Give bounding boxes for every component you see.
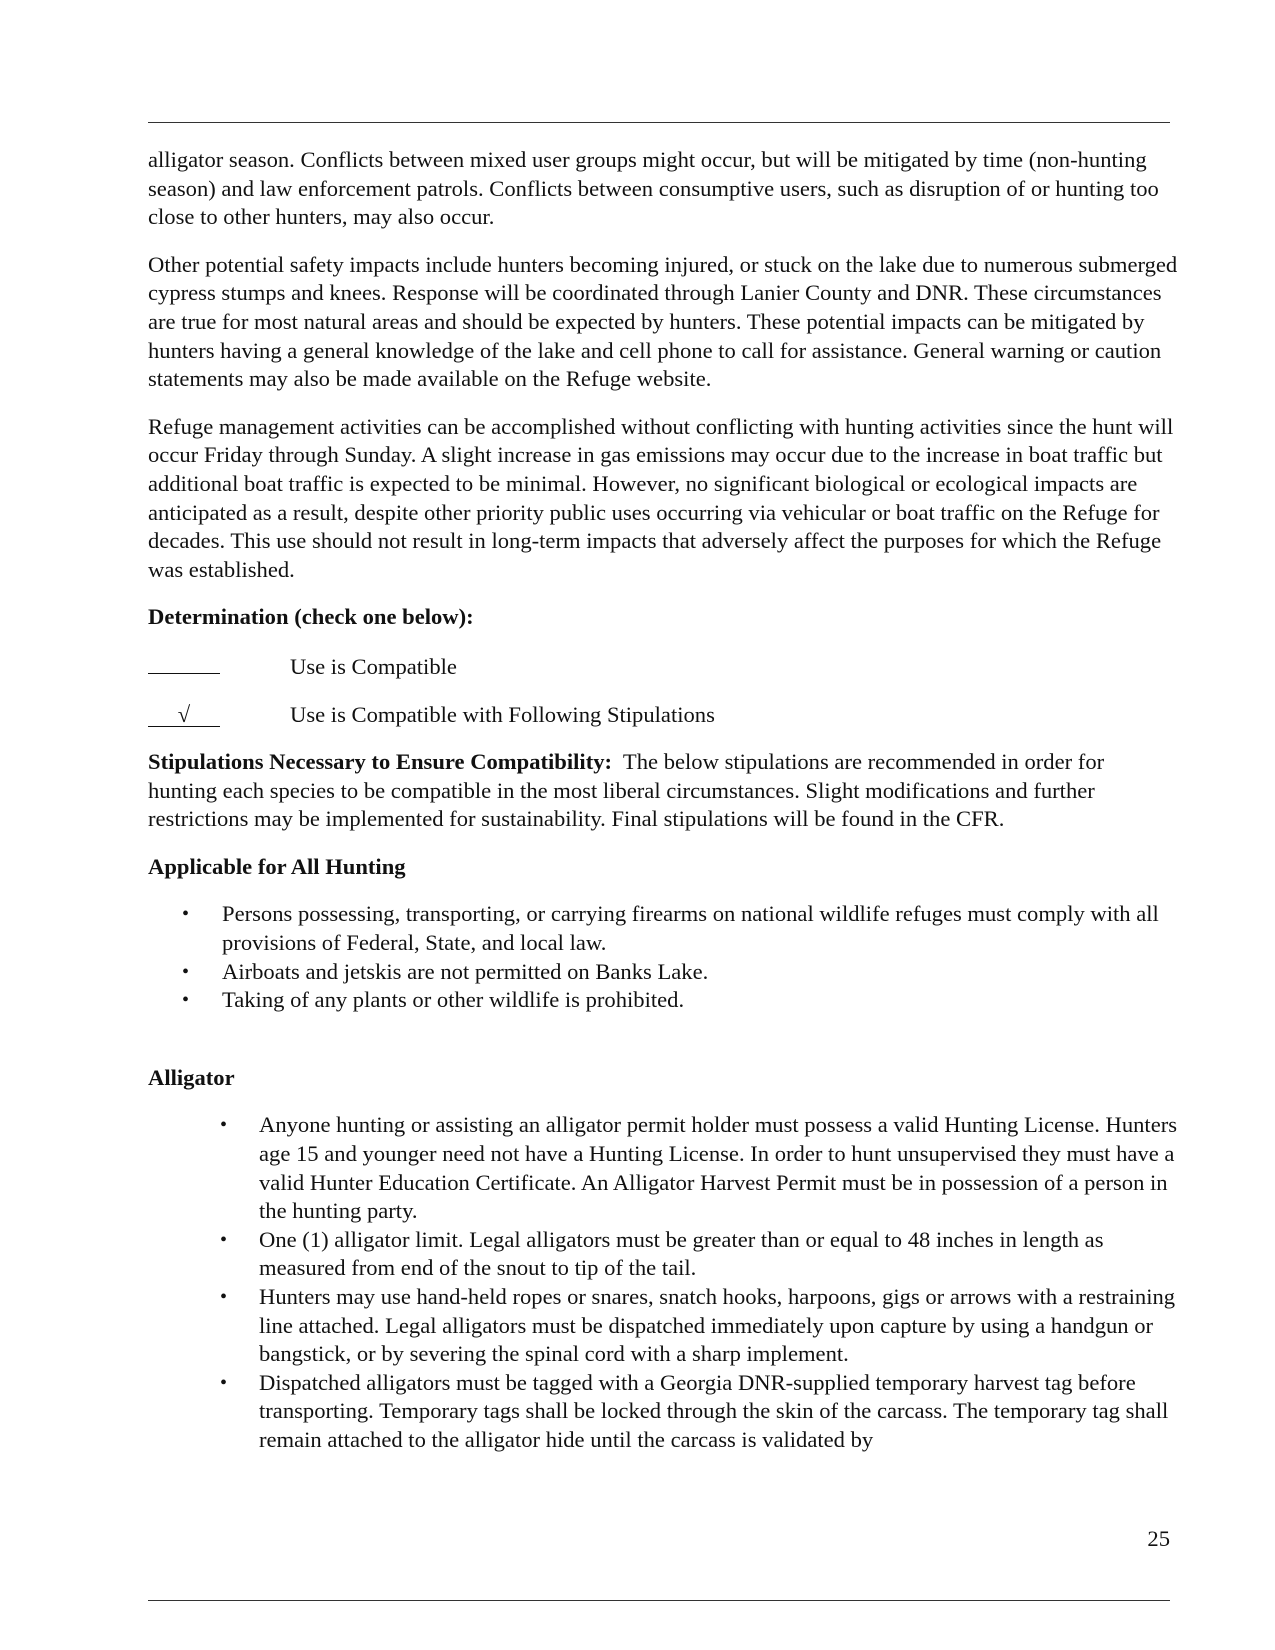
bullet-icon: • — [182, 903, 190, 926]
paragraph-conflicts: alligator season. Conflicts between mixed user groups might occur, but will be mitigated by time (non-hunting season) and law enforcement patrols. Conflicts between consumptive users, such as disruption of or hunting too close to other hunters, may also occur. — [148, 147, 1159, 230]
check-blank — [148, 651, 220, 674]
stipulations-paragraph — [148, 748, 1178, 834]
alligator-list — [148, 1111, 1178, 1454]
footer-rule — [148, 1600, 1170, 1601]
bullet-icon: • — [182, 960, 190, 983]
paragraph-management: Refuge management activities can be accomplished without conflicting with hunting activities since the hunt will occur Friday through Sunday. A slight increase in gas emissions may occur due to the increase in boat traffic but additional boat traffic is expected to be minimal. However, no significant biological or ecological impacts are anticipated as a result, despite other priority public uses occurring via vehicular or boat traffic on the Refuge for decades. This use should not result in long-term impacts that adversely affect the purposes for which the Refuge was established. — [148, 413, 1174, 582]
bullet-icon: • — [220, 1371, 228, 1394]
section-spacer — [148, 1034, 1178, 1064]
list-item-text: Airboats and jetskis are not permitted on Banks Lake. — [222, 958, 709, 984]
list-item — [148, 900, 1178, 957]
page-number: 25 — [1147, 1526, 1170, 1551]
determination-label: Use is Compatible with Following Stipulations — [290, 701, 715, 727]
page-content — [148, 146, 1178, 1474]
list-item-text: Dispatched alligators must be tagged with a Georgia DNR-supplied temporary harvest tag before transporting. Temporary tags shall be locked through the skin of the carcass. The temporary tag shall remain attached to the alligator hide until the carcass is validated by — [259, 1369, 1169, 1452]
list-item-text: Taking of any plants or other wildlife is prohibited. — [222, 987, 685, 1013]
list-item — [148, 958, 1178, 987]
list-item — [148, 986, 1178, 1015]
determination-option-compatible — [148, 651, 1178, 682]
bullet-icon: • — [220, 1286, 228, 1308]
list-item — [148, 1283, 1178, 1369]
list-item — [148, 1226, 1178, 1283]
all-hunting-list — [148, 900, 1178, 1014]
list-item — [148, 1111, 1178, 1225]
stipulations-heading: Stipulations Necessary to Ensure Compatibility: — [148, 749, 613, 775]
determination-heading: Determination (check one below): — [148, 604, 474, 630]
list-item — [148, 1369, 1178, 1455]
stipulations-text: The below stipulations are recommended in order for hunting each species to be compatible in the most liberal circumstances. Slight modifications and further restrictions may be implemented for sustainability. Final stipulations will be found in the CFR. — [148, 749, 1110, 832]
bullet-icon: • — [220, 1228, 228, 1251]
alligator-heading: Alligator — [148, 1064, 235, 1090]
all-hunting-heading: Applicable for All Hunting — [148, 853, 406, 879]
list-item-text: One (1) alligator limit. Legal alligators must be greater than or equal to 48 inches in length as measured from end of the snout to tip of the tail. — [259, 1226, 1104, 1281]
check-mark-icon: √ — [148, 704, 220, 727]
determination-label: Use is Compatible — [290, 653, 457, 679]
paragraph-safety: Other potential safety impacts include hunters becoming injured, or stuck on the lake due to numerous submerged cypress stumps and knees. Response will be coordinated through Lanier County and DNR. These circumstances are true for most natural areas and should be expected by hunters. These potential impacts can be mitigated by hunters having a general knowledge of the lake and cell phone to call for assistance. General warning or caution statements may also be made available on the Refuge website. — [148, 251, 1178, 392]
bullet-icon: • — [220, 1114, 228, 1137]
list-item-text: Anyone hunting or assisting an alligator permit holder must possess a valid Hunting License. Hunters age 15 and younger need not have a Hunting License. In order to hunt unsupervised they must have a valid Hunter Education Certificate. An Alligator Harvest Permit must be in possession of a person in the hunting party. — [259, 1112, 1178, 1224]
list-item-text: Hunters may use hand-held ropes or snares, snatch hooks, harpoons, gigs or arrows with a restraining line attached. Legal alligators must be dispatched immediately upon capture by using a handgun or bangstick, or by severing the spinal cord with a sharp implement. — [259, 1284, 1176, 1367]
list-item-text: Persons possessing, transporting, or carrying firearms on national wildlife refuges must comply with all provisions of Federal, State, and local law. — [222, 901, 1159, 956]
header-rule — [148, 122, 1170, 123]
bullet-icon: • — [182, 989, 190, 1012]
determination-option-stipulations — [148, 701, 1178, 730]
